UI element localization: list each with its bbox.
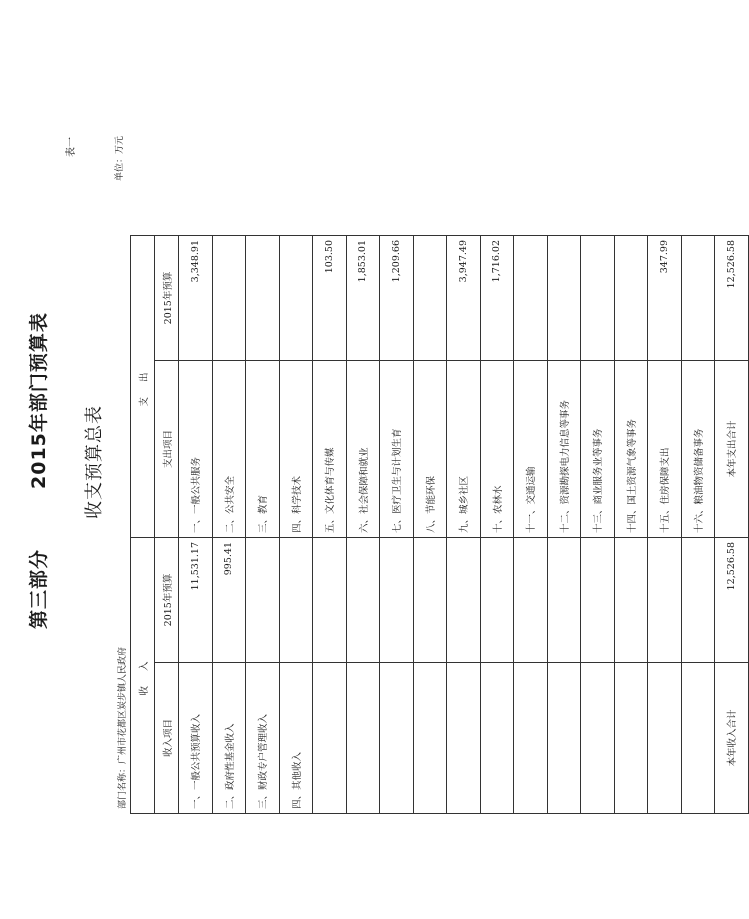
expense-budget-cell: 1,716.02 bbox=[480, 236, 514, 361]
page-heading bbox=[24, 312, 51, 629]
income-budget-cell bbox=[380, 538, 414, 663]
income-item-cell bbox=[614, 663, 648, 814]
table-column-header bbox=[155, 236, 179, 814]
income-item-cell bbox=[380, 663, 414, 814]
total-row bbox=[715, 236, 749, 814]
income-total-value: 12,526.58 bbox=[715, 538, 749, 663]
table-row bbox=[514, 236, 548, 814]
expense-budget-cell: 347.99 bbox=[648, 236, 682, 361]
table-row bbox=[413, 236, 447, 814]
budget-table bbox=[130, 235, 749, 814]
expense-budget-cell bbox=[246, 236, 280, 361]
income-item-cell: 三、财政专户管理收入 bbox=[246, 663, 280, 814]
income-item-cell bbox=[480, 663, 514, 814]
income-budget-cell bbox=[581, 538, 615, 663]
table-row bbox=[581, 236, 615, 814]
expense-group-header: 支 出 bbox=[131, 236, 155, 538]
expense-item-cell: 六、社会保障和就业 bbox=[346, 361, 380, 538]
income-item-header: 收入项目 bbox=[155, 663, 179, 814]
table-group-header bbox=[131, 236, 155, 814]
income-budget-cell: 11,531.17 bbox=[179, 538, 213, 663]
income-budget-cell bbox=[681, 538, 715, 663]
income-budget-cell bbox=[480, 538, 514, 663]
table-row bbox=[246, 236, 280, 814]
table-row bbox=[279, 236, 313, 814]
expense-budget-cell bbox=[547, 236, 581, 361]
department-name: 部门名称：广州市花都区炭步镇人民政府 bbox=[118, 646, 128, 809]
table-row bbox=[648, 236, 682, 814]
income-item-cell: 四、其他收入 bbox=[279, 663, 313, 814]
expense-total-value: 12,526.58 bbox=[715, 236, 749, 361]
table-row bbox=[447, 236, 481, 814]
expense-item-cell: 十四、国土资源气象等事务 bbox=[614, 361, 648, 538]
subtitle: 收支预算总表 bbox=[84, 405, 105, 519]
expense-budget-cell: 3,947.49 bbox=[447, 236, 481, 361]
expense-budget-cell: 1,209.66 bbox=[380, 236, 414, 361]
income-item-cell bbox=[581, 663, 615, 814]
main-title: 2015年部门预算表 bbox=[28, 312, 50, 489]
table-row bbox=[212, 236, 246, 814]
expense-item-cell: 八、节能环保 bbox=[413, 361, 447, 538]
table-row bbox=[346, 236, 380, 814]
expense-item-cell: 五、文化体育与传媒 bbox=[313, 361, 347, 538]
income-item-cell: 一、一般公共预算收入 bbox=[179, 663, 213, 814]
expense-item-cell: 一、一般公共服务 bbox=[179, 361, 213, 538]
income-budget-cell bbox=[279, 538, 313, 663]
income-item-cell bbox=[547, 663, 581, 814]
expense-item-cell: 七、医疗卫生与计划生育 bbox=[380, 361, 414, 538]
table-row bbox=[547, 236, 581, 814]
income-budget-cell bbox=[614, 538, 648, 663]
expense-budget-cell bbox=[212, 236, 246, 361]
income-item-cell bbox=[313, 663, 347, 814]
table-number: 表一 bbox=[66, 137, 77, 157]
expense-budget-cell bbox=[514, 236, 548, 361]
expense-item-cell: 十五、住房保障支出 bbox=[648, 361, 682, 538]
expense-budget-cell: 3,348.91 bbox=[179, 236, 213, 361]
income-item-cell bbox=[447, 663, 481, 814]
expense-budget-cell bbox=[581, 236, 615, 361]
income-group-header: 收 入 bbox=[131, 538, 155, 814]
expense-budget-cell bbox=[279, 236, 313, 361]
expense-item-cell: 十二、资源勘探电力信息等事务 bbox=[547, 361, 581, 538]
income-budget-cell bbox=[346, 538, 380, 663]
income-item-cell bbox=[514, 663, 548, 814]
unit-label: 单位：万元 bbox=[115, 135, 125, 181]
expense-item-cell: 二、公共安全 bbox=[212, 361, 246, 538]
income-budget-header: 2015年预算 bbox=[155, 538, 179, 663]
income-item-cell bbox=[346, 663, 380, 814]
table-row bbox=[380, 236, 414, 814]
expense-budget-cell bbox=[614, 236, 648, 361]
table-row bbox=[480, 236, 514, 814]
income-budget-cell bbox=[648, 538, 682, 663]
income-budget-cell bbox=[514, 538, 548, 663]
income-item-cell bbox=[648, 663, 682, 814]
table-row bbox=[179, 236, 213, 814]
income-item-cell: 二、政府性基金收入 bbox=[212, 663, 246, 814]
income-budget-cell bbox=[547, 538, 581, 663]
income-budget-cell: 995.41 bbox=[212, 538, 246, 663]
expense-item-cell: 九、城乡社区 bbox=[447, 361, 481, 538]
income-budget-cell bbox=[246, 538, 280, 663]
income-item-cell bbox=[681, 663, 715, 814]
income-budget-cell bbox=[447, 538, 481, 663]
expense-item-cell: 十三、商业服务业等事务 bbox=[581, 361, 615, 538]
expense-budget-cell: 1,853.01 bbox=[346, 236, 380, 361]
expense-item-cell: 十六、粮油物资储备事务 bbox=[681, 361, 715, 538]
income-total-label: 本年收入合计 bbox=[715, 663, 749, 814]
table-row bbox=[681, 236, 715, 814]
table-row bbox=[313, 236, 347, 814]
income-budget-cell bbox=[313, 538, 347, 663]
expense-item-cell: 四、科学技术 bbox=[279, 361, 313, 538]
table-row bbox=[614, 236, 648, 814]
expense-item-cell: 十、农林水 bbox=[480, 361, 514, 538]
expense-budget-cell bbox=[681, 236, 715, 361]
part-label: 第三部分 bbox=[28, 548, 50, 629]
expense-item-cell: 十一、交通运输 bbox=[514, 361, 548, 538]
expense-item-cell: 三、教育 bbox=[246, 361, 280, 538]
expense-total-label: 本年支出合计 bbox=[715, 361, 749, 538]
expense-budget-header: 2015年预算 bbox=[155, 236, 179, 361]
income-item-cell bbox=[413, 663, 447, 814]
expense-item-header: 支出项目 bbox=[155, 361, 179, 538]
income-budget-cell bbox=[413, 538, 447, 663]
expense-budget-cell: 103.50 bbox=[313, 236, 347, 361]
expense-budget-cell bbox=[413, 236, 447, 361]
